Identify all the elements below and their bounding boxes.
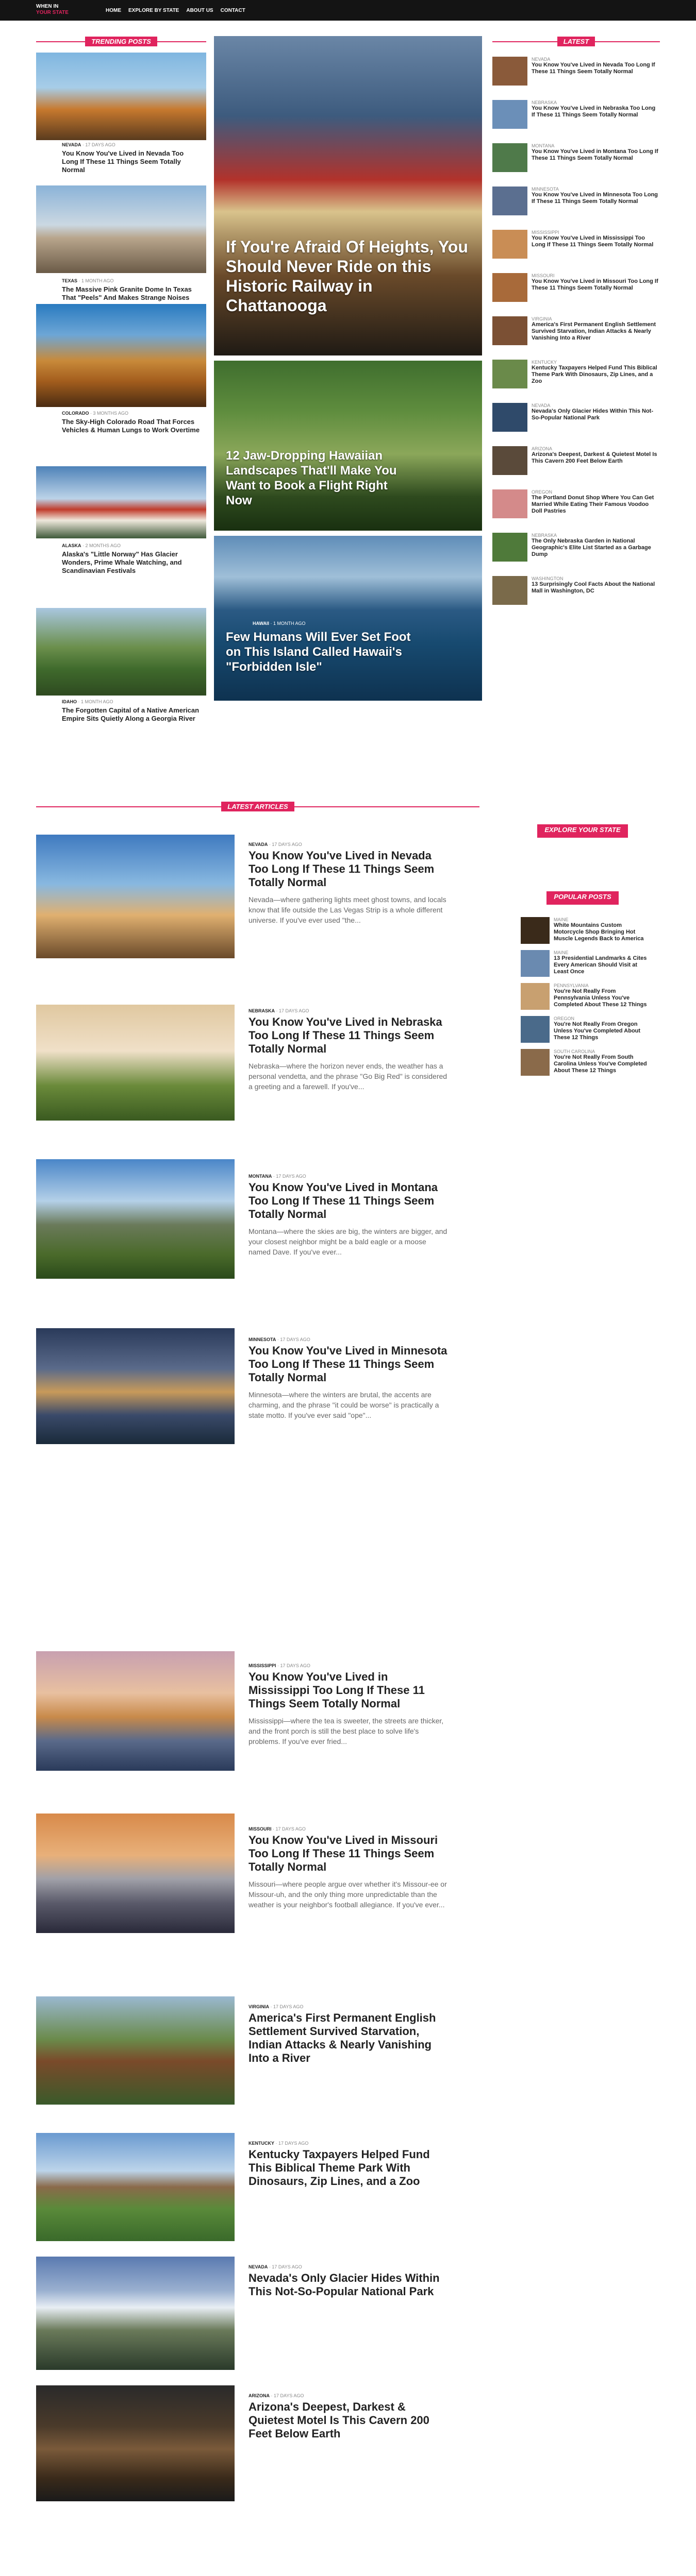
article-image-4[interactable] xyxy=(36,1328,235,1444)
article-title-7[interactable]: America's First Permanent English Settlement Survived Starvation, Indian Attacks & Nearly Vanishing Into a River xyxy=(248,2011,436,2064)
trending-image-3[interactable] xyxy=(36,304,206,407)
article-meta-10: ARIZONA · 17 DAYS AGO xyxy=(248,2393,304,2398)
article-title-4[interactable]: You Know You've Lived in Minnesota Too Long If These 11 Things Seem Totally Normal xyxy=(248,1344,448,1384)
article-title-5[interactable]: You Know You've Lived in Mississippi Too Long If These 11 Things Seem Totally Normal xyxy=(248,1670,425,1710)
article-meta-6: MISSOURI · 17 DAYS AGO xyxy=(248,1826,306,1832)
article-meta-2: NEBRASKA · 17 DAYS AGO xyxy=(248,1008,309,1013)
latest-item[interactable]: MONTANA You Know You've Lived in Montana Too Long If These 11 Things Seem Totally Normal xyxy=(492,143,660,187)
article-image-9[interactable] xyxy=(36,2257,235,2370)
article-title-9[interactable]: Nevada's Only Glacier Hides Within This Not-So-Popular National Park xyxy=(248,2272,440,2298)
hero-third-title[interactable]: Few Humans Will Ever Set Foot on This Island Called Hawaii's "Forbidden Isle" xyxy=(226,630,411,674)
popular-list xyxy=(521,917,650,1082)
trending-meta-2: TEXAS · 1 MONTH AGO xyxy=(62,278,114,283)
top-bar xyxy=(0,0,696,21)
trending-title-4[interactable]: Alaska's "Little Norway" Has Glacier Wonders, Prime Whale Watching, and Scandinavian Festivals xyxy=(62,550,182,574)
article-image-6[interactable] xyxy=(36,1814,235,1933)
hero-third-meta: HAWAII · 1 MONTH AGO xyxy=(253,621,306,626)
article-image-10[interactable] xyxy=(36,2385,235,2501)
article-excerpt-1: Nevada—where gathering lights meet ghost towns, and locals know that life outside the Las Vegas Strip is a whole different universe. If you've ever used "the... xyxy=(248,895,446,924)
article-title-1[interactable]: You Know You've Lived in Nevada Too Long If These 11 Things Seem Totally Normal xyxy=(248,849,435,889)
trending-meta-1: NEVADA · 17 DAYS AGO xyxy=(62,142,115,147)
article-image-8[interactable] xyxy=(36,2133,235,2241)
latest-item[interactable]: NEBRASKA The Only Nebraska Garden in National Geographic's Elite List Started as a Garbage Dump xyxy=(492,533,660,576)
main-nav xyxy=(106,0,245,21)
article-title-8[interactable]: Kentucky Taxpayers Helped Fund This Biblical Theme Park With Dinosaurs, Zip Lines, and a Zoo xyxy=(248,2148,430,2188)
trending-heading-bar xyxy=(36,36,206,48)
latest-item[interactable]: NEBRASKA You Know You've Lived in Nebraska Too Long If These 11 Things Seem Totally Normal xyxy=(492,100,660,143)
article-image-5[interactable] xyxy=(36,1651,235,1771)
article-title-3[interactable]: You Know You've Lived in Montana Too Long If These 11 Things Seem Totally Normal xyxy=(248,1181,438,1221)
article-title-10[interactable]: Arizona's Deepest, Darkest & Quietest Motel Is This Cavern 200 Feet Below Earth xyxy=(248,2400,429,2440)
trending-title-2[interactable]: The Massive Pink Granite Dome In Texas That "Peels" And Makes Strange Noises xyxy=(62,285,192,301)
latest-item[interactable]: NEVADA Nevada's Only Glacier Hides Within This Not-So-Popular National Park xyxy=(492,403,660,446)
trending-meta-5: IDAHO · 1 MONTH AGO xyxy=(62,699,113,704)
nav-home[interactable]: HOME xyxy=(106,7,121,13)
nav-explore-by-state[interactable]: EXPLORE BY STATE xyxy=(128,7,179,13)
latest-item[interactable]: VIRGINIA America's First Permanent English Settlement Survived Starvation, Indian Attacks & Nearly Vanishing Into a River xyxy=(492,316,660,360)
article-title-6[interactable]: You Know You've Lived in Missouri Too Long If These 11 Things Seem Totally Normal xyxy=(248,1834,438,1873)
latest-heading-bar xyxy=(492,36,660,48)
latest-item[interactable]: WASHINGTON 13 Surprisingly Cool Facts About the National Mall in Washington, DC xyxy=(492,576,660,619)
latest-item[interactable]: MISSOURI You Know You've Lived in Missouri Too Long If These 11 Things Seem Totally Normal xyxy=(492,273,660,316)
article-image-3[interactable] xyxy=(36,1159,235,1279)
popular-heading-bar xyxy=(521,891,644,905)
article-meta-7: VIRGINIA · 17 DAYS AGO xyxy=(248,2004,304,2009)
popular-heading: POPULAR POSTS xyxy=(546,891,618,905)
latest-item[interactable]: NEVADA You Know You've Lived in Nevada Too Long If These 11 Things Seem Totally Normal xyxy=(492,57,660,100)
latest-articles-heading: LATEST ARTICLES xyxy=(221,802,294,811)
article-image-7[interactable] xyxy=(36,1996,235,2105)
article-excerpt-3: Montana—where the skies are big, the winters are bigger, and your closest neighbor might be a bald eagle or a moose named Dave. If you've ever... xyxy=(248,1227,448,1256)
latest-sidebar-list xyxy=(492,57,660,619)
nav-about-us[interactable]: ABOUT US xyxy=(186,7,213,13)
trending-image-2[interactable] xyxy=(36,185,206,273)
nav-contact[interactable]: CONTACT xyxy=(220,7,245,13)
explore-heading: EXPLORE YOUR STATE xyxy=(537,824,627,838)
hero-second-title[interactable]: 12 Jaw-Dropping Hawaiian Landscapes That'll Make You Want to Book a Flight Right Now xyxy=(226,449,397,507)
trending-meta-4: ALASKA · 2 MONTHS AGO xyxy=(62,543,121,548)
trending-image-5[interactable] xyxy=(36,608,206,696)
popular-item[interactable]: MAINE 13 Presidential Landmarks & Cites Every American Should Visit at Least Once xyxy=(521,950,650,983)
article-excerpt-5: Mississippi—where the tea is sweeter, the streets are thicker, and the front porch is still the best place to solve life's problems. If you've ever fried... xyxy=(248,1717,444,1745)
article-excerpt-2: Nebraska—where the horizon never ends, the weather has a personal vendetta, and the phrase "Go Big Red" is considered a greeting and a farewell. If you've... xyxy=(248,1062,448,1091)
article-meta-1: NEVADA · 17 DAYS AGO xyxy=(248,842,302,847)
trending-title-5[interactable]: The Forgotten Capital of a Native American Empire Sits Quietly Along a Georgia River xyxy=(62,706,200,722)
article-excerpt-6: Missouri—where people argue over whether it's Missour-ee or Missour-uh, and the only thing more unpredictable than the weather is your neighbor's football allegiance. If you've ever... xyxy=(248,1880,447,1909)
latest-heading: LATEST xyxy=(557,37,595,46)
article-image-1[interactable] xyxy=(36,835,235,958)
trending-title-1[interactable]: You Know You've Lived in Nevada Too Long If These 11 Things Seem Totally Normal xyxy=(62,149,184,174)
latest-articles-heading-bar xyxy=(36,801,479,814)
latest-item[interactable]: OREGON The Portland Donut Shop Where You Can Get Married While Eating Their Famous Voodoo Doll Pastries xyxy=(492,489,660,533)
popular-item[interactable]: SOUTH CAROLINA You're Not Really From South Carolina Unless You've Completed About These 12 Things xyxy=(521,1049,650,1082)
site-logo[interactable]: WHEN IN YOUR STATE xyxy=(36,4,69,15)
trending-image-4[interactable] xyxy=(36,466,206,538)
latest-item[interactable]: KENTUCKY Kentucky Taxpayers Helped Fund This Biblical Theme Park With Dinosaurs, Zip Lines, and a Zoo xyxy=(492,360,660,403)
popular-item[interactable]: MAINE White Mountains Custom Motorcycle Shop Bringing Hot Muscle Legends Back to America xyxy=(521,917,650,950)
explore-heading-bar xyxy=(521,824,644,838)
latest-item[interactable]: MINNESOTA You Know You've Lived in Minnesota Too Long If These 11 Things Seem Totally Normal xyxy=(492,187,660,230)
article-title-2[interactable]: You Know You've Lived in Nebraska Too Long If These 11 Things Seem Totally Normal xyxy=(248,1015,442,1055)
popular-item[interactable]: PENNSYLVANIA You're Not Really From Pennsylvania Unless You've Completed About These 12 Things xyxy=(521,983,650,1016)
latest-item[interactable]: MISSISSIPPI You Know You've Lived in Mississippi Too Long If These 11 Things Seem Totally Normal xyxy=(492,230,660,273)
hero-third-image[interactable] xyxy=(214,536,482,701)
trending-image-1[interactable] xyxy=(36,53,206,140)
article-meta-8: KENTUCKY · 17 DAYS AGO xyxy=(248,2141,309,2146)
trending-heading: TRENDING POSTS xyxy=(85,37,157,46)
trending-meta-3: COLORADO · 3 MONTHS AGO xyxy=(62,411,129,416)
hero-main-title[interactable]: If You're Afraid Of Heights, You Should Never Ride on this Historic Railway in Chattanooga xyxy=(226,238,468,315)
article-meta-5: MISSISSIPPI · 17 DAYS AGO xyxy=(248,1663,310,1668)
article-image-2[interactable] xyxy=(36,1005,235,1121)
article-meta-3: MONTANA · 17 DAYS AGO xyxy=(248,1174,306,1179)
popular-item[interactable]: OREGON You're Not Really From Oregon Unless You've Completed About These 12 Things xyxy=(521,1016,650,1049)
article-meta-4: MINNESOTA · 17 DAYS AGO xyxy=(248,1337,310,1342)
trending-title-3[interactable]: The Sky-High Colorado Road That Forces Vehicles & Human Lungs to Work Overtime xyxy=(62,418,200,434)
article-meta-9: NEVADA · 17 DAYS AGO xyxy=(248,2264,302,2269)
latest-item[interactable]: ARIZONA Arizona's Deepest, Darkest & Quietest Motel Is This Cavern 200 Feet Below Earth xyxy=(492,446,660,489)
article-excerpt-4: Minnesota—where the winters are brutal, the accents are charming, and the phrase "it could be worse" is practically a state motto. If you've ever said "ope"... xyxy=(248,1391,439,1419)
